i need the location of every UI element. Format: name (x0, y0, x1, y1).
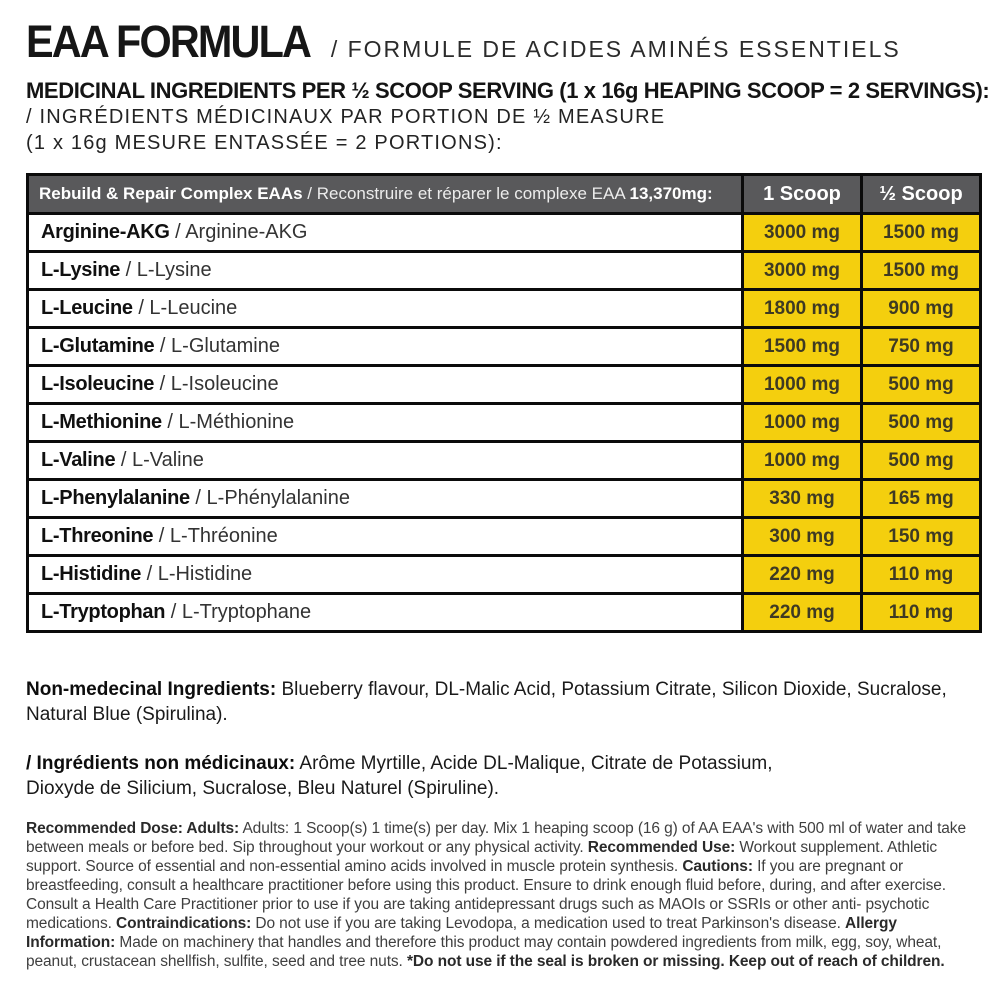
amount-1-scoop-cell: 330 mg (743, 480, 862, 518)
ingredient-name-en: L-Valine (41, 449, 116, 471)
table-row (28, 556, 981, 594)
ingredient-name-cell (28, 442, 743, 480)
amount-half-scoop-cell: 150 mg (862, 518, 981, 556)
non-medicinal-en (26, 677, 986, 727)
ingredients-table-body (28, 214, 981, 632)
table-row (28, 404, 981, 442)
amount-1-scoop-cell: 220 mg (743, 594, 862, 632)
ingredients-table (26, 173, 982, 633)
column-header-half-scoop: ½ Scoop (862, 175, 981, 214)
amount-half-scoop-cell: 750 mg (862, 328, 981, 366)
ingredient-name-fr: / L-Leucine (132, 297, 238, 319)
complex-name-french: / Reconstruire et réparer le complexe EAA (302, 184, 630, 203)
non-medicinal-fr-label: / Ingrédients non médicinaux: (26, 753, 296, 775)
dosage-text: Made on machinery that handles and therefore this product may contain powdered ingredients from milk, egg, soy, wheat, peanut, crustacean shellfish, sulfite, seed and tree nuts. (26, 933, 942, 970)
dosage-bold-label: *Do not use if the seal is broken or missing. Keep out of reach of children. (406, 952, 945, 970)
ingredient-name-en: L-Histidine (41, 563, 142, 585)
dosage-text: Adults: 1 Scoop(s) 1 time(s) per day. Mix 1 heaping scoop (16 g) of AA EAA's with 500 ml of water and take between meals or before bed. Sip throughout your workout or any physical activity. (26, 820, 966, 857)
amount-1-scoop-cell: 1000 mg (743, 404, 862, 442)
ingredient-name-cell (28, 252, 743, 290)
ingredient-name-cell (28, 594, 743, 632)
label-header (26, 16, 980, 68)
amount-half-scoop-cell: 500 mg (862, 404, 981, 442)
table-row (28, 366, 981, 404)
table-header-row (28, 175, 981, 214)
table-row (28, 290, 981, 328)
complex-total-amount: 13,370mg: (629, 184, 713, 203)
non-medicinal-en-text: Blueberry flavour, DL-Malic Acid, Potassium Citrate, Silicon Dioxide, Sucralose, Natural Blue (Spirulina). (26, 679, 947, 726)
ingredient-name-fr: / L-Tryptophane (165, 601, 312, 623)
dosage-text: Do not use if you are taking Levodopa, a medication used to treat Parkinson's disease. (251, 914, 846, 932)
table-row (28, 214, 981, 252)
amount-half-scoop-cell: 165 mg (862, 480, 981, 518)
amount-1-scoop-cell: 220 mg (743, 556, 862, 594)
ingredient-name-fr: / L-Thréonine (153, 525, 278, 547)
amount-1-scoop-cell: 300 mg (743, 518, 862, 556)
amount-half-scoop-cell: 1500 mg (862, 252, 981, 290)
dosage-bold-label: Recommended Use: (587, 839, 736, 857)
table-row (28, 518, 981, 556)
complex-header-cell (28, 175, 743, 214)
amount-1-scoop-cell: 1000 mg (743, 366, 862, 404)
ingredient-name-fr: / L-Isoleucine (154, 373, 279, 395)
amount-half-scoop-cell: 110 mg (862, 556, 981, 594)
column-header-1-scoop: 1 Scoop (743, 175, 862, 214)
dosage-paragraph (26, 820, 978, 971)
dosage-text: If you are pregnant or breastfeeding, consult a healthcare practitioner before using this product. Ensure to drink enough fluid before, during, and after exercise. Consult a Health Care Practitioner prior to use if you are taking antidepressant drugs such as MAOIs or SSRIs or other anti- psychotic medications. (26, 858, 947, 932)
table-row (28, 328, 981, 366)
ingredient-name-cell (28, 366, 743, 404)
ingredient-name-fr: / L-Histidine (141, 563, 253, 585)
amount-1-scoop-cell: 3000 mg (743, 214, 862, 252)
ingredient-name-en: Arginine-AKG (41, 221, 170, 243)
ingredient-name-fr: / Arginine-AKG (169, 221, 308, 243)
amount-half-scoop-cell: 900 mg (862, 290, 981, 328)
product-title: EAA FORMULA (26, 16, 311, 67)
table-row (28, 480, 981, 518)
table-row (28, 252, 981, 290)
dosage-bold-label: Contraindications: (116, 914, 252, 932)
product-title-french: / FORMULE DE ACIDES AMINÉS ESSENTIELS (330, 36, 901, 62)
non-medicinal-fr-text: Arôme Myrtille, Acide DL-Malique, Citrate de Potassium, Dioxyde de Silicium, Sucralose, Bleu Naturel (Spiruline). (26, 753, 773, 800)
ingredient-name-cell (28, 518, 743, 556)
ingredient-name-fr: / L-Glutamine (154, 335, 280, 357)
ingredient-name-cell (28, 290, 743, 328)
ingredient-name-cell (28, 214, 743, 252)
ingredient-name-en: L-Lysine (41, 259, 121, 281)
ingredient-name-cell (28, 328, 743, 366)
dosage-bold-label: Recommended Dose: Adults: (26, 820, 240, 838)
ingredient-name-en: L-Leucine (41, 297, 133, 319)
dosage-bold-label: Cautions: (682, 858, 753, 876)
serving-heading-fr-line2: (1 x 16g MESURE ENTASSÉE = 2 PORTIONS): (26, 132, 503, 154)
ingredient-name-fr: / L-Valine (115, 449, 204, 471)
amount-half-scoop-cell: 500 mg (862, 366, 981, 404)
amount-half-scoop-cell: 1500 mg (862, 214, 981, 252)
amount-1-scoop-cell: 3000 mg (743, 252, 862, 290)
ingredient-name-en: L-Phenylalanine (41, 487, 190, 509)
amount-half-scoop-cell: 500 mg (862, 442, 981, 480)
serving-heading-en: MEDICINAL INGREDIENTS PER ½ SCOOP SERVING (1 x 16g HEAPING SCOOP = 2 SERVINGS): (26, 78, 990, 103)
table-row (28, 442, 981, 480)
ingredient-name-cell (28, 404, 743, 442)
dosage-text: Workout supplement. Athletic support. Source of essential and non-essential amino acids involved in muscle protein synthesis. (26, 839, 938, 876)
ingredient-name-en: L-Glutamine (41, 335, 155, 357)
ingredient-name-en: L-Threonine (41, 525, 154, 547)
amount-1-scoop-cell: 1800 mg (743, 290, 862, 328)
ingredient-name-fr: / L-Méthionine (161, 411, 295, 433)
table-row (28, 594, 981, 632)
ingredient-name-en: L-Tryptophan (41, 601, 166, 623)
dosage-bold-label: Allergy Information: (26, 914, 897, 951)
serving-heading-fr-line1: / INGRÉDIENTS MÉDICINAUX PAR PORTION DE ½ MEASURE (26, 106, 666, 128)
ingredient-name-fr: / L-Lysine (120, 259, 212, 281)
ingredient-name-en: L-Methionine (41, 411, 162, 433)
ingredient-name-fr: / L-Phénylalanine (189, 487, 350, 509)
ingredient-name-en: L-Isoleucine (41, 373, 155, 395)
non-medicinal-en-label: Non-medecinal Ingredients: (26, 679, 277, 700)
ingredient-name-cell (28, 556, 743, 594)
ingredient-name-cell (28, 480, 743, 518)
non-medicinal-fr (26, 751, 826, 801)
serving-heading (26, 78, 990, 156)
complex-name: Rebuild & Repair Complex EAAs (39, 184, 303, 203)
amount-1-scoop-cell: 1500 mg (743, 328, 862, 366)
amount-1-scoop-cell: 1000 mg (743, 442, 862, 480)
amount-half-scoop-cell: 110 mg (862, 594, 981, 632)
